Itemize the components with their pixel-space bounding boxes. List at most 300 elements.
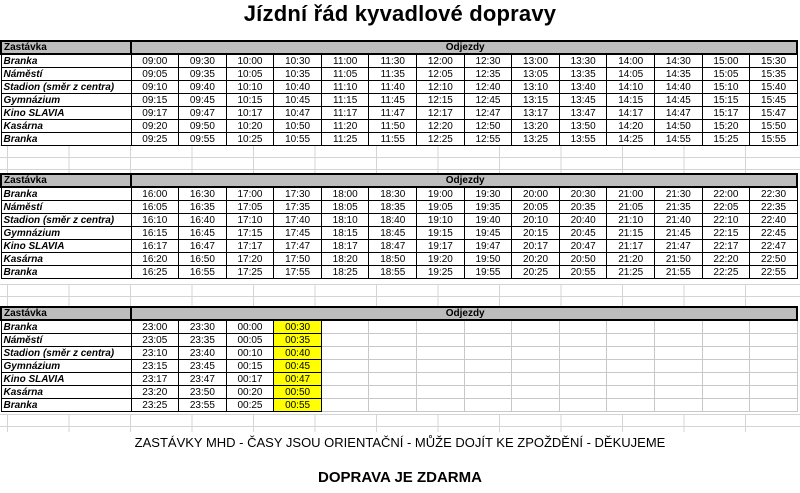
departure-time-cell: 00:55	[274, 399, 322, 412]
empty-cell	[369, 399, 417, 412]
table-row	[1, 399, 797, 412]
empty-cell	[417, 360, 465, 373]
departure-time-cell: 23:10	[131, 347, 179, 360]
departure-time-cell: 10:50	[274, 120, 322, 133]
departure-time-cell: 11:40	[369, 81, 417, 94]
departure-time-cell: 16:55	[179, 266, 227, 279]
stop-column-header: Zastávka	[1, 41, 131, 54]
departure-time-cell: 11:45	[369, 94, 417, 107]
departure-time-cell: 20:10	[512, 214, 560, 227]
departure-time-cell: 16:05	[131, 201, 179, 214]
departure-time-cell: 16:35	[179, 201, 227, 214]
sheet-grid-gap	[0, 284, 800, 306]
departure-time-cell: 18:47	[369, 240, 417, 253]
empty-cell	[512, 373, 560, 386]
table-row	[1, 347, 797, 360]
empty-cell	[607, 347, 655, 360]
departure-time-cell: 19:30	[464, 187, 512, 201]
departure-time-cell: 23:30	[179, 320, 227, 334]
empty-cell	[559, 347, 607, 360]
departure-time-cell: 17:47	[274, 240, 322, 253]
departure-time-cell: 19:45	[464, 227, 512, 240]
departure-time-cell: 15:35	[750, 68, 798, 81]
departure-time-cell: 23:00	[131, 320, 179, 334]
departure-time-cell: 16:17	[131, 240, 179, 253]
departure-time-cell: 15:30	[750, 54, 798, 68]
departure-time-cell: 18:50	[369, 253, 417, 266]
departure-time-cell: 09:05	[131, 68, 179, 81]
stop-name-cell: Stadion (směr z centra)	[1, 81, 131, 94]
departure-time-cell: 00:15	[226, 360, 274, 373]
empty-cell	[607, 399, 655, 412]
departure-time-cell: 17:30	[274, 187, 322, 201]
departure-time-cell: 16:45	[179, 227, 227, 240]
stop-name-cell: Branka	[1, 320, 131, 334]
departure-time-cell: 13:25	[512, 133, 560, 146]
departure-time-cell: 17:40	[274, 214, 322, 227]
departure-time-cell: 22:00	[702, 187, 750, 201]
departure-time-cell: 11:25	[321, 133, 369, 146]
departure-time-cell: 16:50	[179, 253, 227, 266]
departure-time-cell: 16:30	[179, 187, 227, 201]
departure-time-cell: 14:00	[607, 54, 655, 68]
empty-cell	[559, 399, 607, 412]
departure-time-cell: 23:45	[179, 360, 227, 373]
departure-time-cell: 10:47	[274, 107, 322, 120]
empty-cell	[417, 334, 465, 347]
departure-time-cell: 15:40	[750, 81, 798, 94]
departure-time-cell: 12:05	[417, 68, 465, 81]
departure-time-cell: 00:30	[274, 320, 322, 334]
departure-time-cell: 12:40	[464, 81, 512, 94]
departure-time-cell: 14:47	[655, 107, 703, 120]
empty-cell	[369, 334, 417, 347]
departure-time-cell: 21:35	[655, 201, 703, 214]
departure-time-cell: 20:30	[559, 187, 607, 201]
empty-cell	[559, 386, 607, 399]
stop-name-cell: Náměstí	[1, 68, 131, 81]
table-row	[1, 386, 797, 399]
departure-time-cell: 13:05	[512, 68, 560, 81]
departure-time-cell: 00:47	[274, 373, 322, 386]
empty-cell	[750, 373, 798, 386]
empty-cell	[369, 386, 417, 399]
departure-time-cell: 21:47	[655, 240, 703, 253]
table-row	[1, 266, 797, 279]
empty-cell	[464, 334, 512, 347]
empty-cell	[321, 399, 369, 412]
departure-time-cell: 13:50	[559, 120, 607, 133]
empty-cell	[655, 360, 703, 373]
empty-cell	[464, 386, 512, 399]
stop-name-cell: Branka	[1, 399, 131, 412]
departure-time-cell: 21:20	[607, 253, 655, 266]
departure-time-cell: 19:15	[417, 227, 465, 240]
empty-cell	[321, 334, 369, 347]
departure-time-cell: 14:40	[655, 81, 703, 94]
departure-time-cell: 11:35	[369, 68, 417, 81]
departure-time-cell: 18:45	[369, 227, 417, 240]
departure-time-cell: 14:05	[607, 68, 655, 81]
departure-time-cell: 22:25	[702, 266, 750, 279]
empty-cell	[512, 360, 560, 373]
departure-time-cell: 22:45	[750, 227, 798, 240]
departure-time-cell: 14:55	[655, 133, 703, 146]
departure-time-cell: 15:25	[702, 133, 750, 146]
empty-cell	[750, 360, 798, 373]
departure-time-cell: 13:20	[512, 120, 560, 133]
departure-time-cell: 18:25	[321, 266, 369, 279]
departure-time-cell: 14:45	[655, 94, 703, 107]
table-row	[1, 94, 797, 107]
departure-time-cell: 18:55	[369, 266, 417, 279]
departure-time-cell: 20:55	[559, 266, 607, 279]
departure-time-cell: 19:40	[464, 214, 512, 227]
departure-time-cell: 12:15	[417, 94, 465, 107]
departure-time-cell: 00:50	[274, 386, 322, 399]
stop-column-header: Zastávka	[1, 307, 131, 320]
departure-time-cell: 12:00	[417, 54, 465, 68]
departure-time-cell: 10:35	[274, 68, 322, 81]
departure-time-cell: 21:30	[655, 187, 703, 201]
stop-name-cell: Náměstí	[1, 334, 131, 347]
table-row	[1, 81, 797, 94]
empty-cell	[417, 386, 465, 399]
departure-time-cell: 23:05	[131, 334, 179, 347]
departure-time-cell: 19:25	[417, 266, 465, 279]
stop-name-cell: Gymnázium	[1, 94, 131, 107]
departure-time-cell: 22:35	[750, 201, 798, 214]
departure-time-cell: 10:55	[274, 133, 322, 146]
departure-time-cell: 20:15	[512, 227, 560, 240]
departure-time-cell: 15:47	[750, 107, 798, 120]
departure-time-cell: 19:50	[464, 253, 512, 266]
timetable-block-morning	[0, 40, 798, 146]
departure-time-cell: 21:10	[607, 214, 655, 227]
departures-header: Odjezdy	[131, 41, 797, 54]
departure-time-cell: 20:40	[559, 214, 607, 227]
table-row	[1, 240, 797, 253]
departure-time-cell: 23:25	[131, 399, 179, 412]
departure-time-cell: 00:10	[226, 347, 274, 360]
departure-time-cell: 17:10	[226, 214, 274, 227]
departure-time-cell: 11:05	[321, 68, 369, 81]
departure-time-cell: 11:30	[369, 54, 417, 68]
empty-cell	[321, 386, 369, 399]
empty-cell	[512, 334, 560, 347]
departure-time-cell: 13:15	[512, 94, 560, 107]
empty-cell	[464, 399, 512, 412]
timetable-block-evening	[0, 173, 798, 279]
empty-cell	[464, 320, 512, 334]
departure-time-cell: 10:40	[274, 81, 322, 94]
empty-cell	[321, 360, 369, 373]
departure-time-cell: 15:15	[702, 94, 750, 107]
stop-name-cell: Kasárna	[1, 120, 131, 133]
table-header-row	[1, 307, 797, 320]
page-title: Jízdní řád kyvadlové dopravy	[243, 1, 557, 26]
departure-time-cell: 11:17	[321, 107, 369, 120]
departure-time-cell: 22:30	[750, 187, 798, 201]
empty-cell	[559, 320, 607, 334]
departure-time-cell: 15:20	[702, 120, 750, 133]
departure-time-cell: 16:10	[131, 214, 179, 227]
departure-time-cell: 20:25	[512, 266, 560, 279]
table-row	[1, 107, 797, 120]
departure-time-cell: 20:45	[559, 227, 607, 240]
departure-time-cell: 11:15	[321, 94, 369, 107]
departure-time-cell: 18:10	[321, 214, 369, 227]
empty-cell	[369, 320, 417, 334]
departure-time-cell: 23:50	[179, 386, 227, 399]
departure-time-cell: 13:17	[512, 107, 560, 120]
empty-cell	[655, 347, 703, 360]
departure-time-cell: 17:35	[274, 201, 322, 214]
empty-cell	[702, 334, 750, 347]
empty-cell	[702, 360, 750, 373]
departure-time-cell: 20:17	[512, 240, 560, 253]
empty-cell	[655, 386, 703, 399]
departure-time-cell: 16:20	[131, 253, 179, 266]
departure-time-cell: 10:20	[226, 120, 274, 133]
departure-time-cell: 16:15	[131, 227, 179, 240]
table-row	[1, 334, 797, 347]
departure-time-cell: 00:40	[274, 347, 322, 360]
departure-time-cell: 15:50	[750, 120, 798, 133]
empty-cell	[512, 347, 560, 360]
departure-time-cell: 09:50	[179, 120, 227, 133]
empty-cell	[607, 386, 655, 399]
departure-time-cell: 11:50	[369, 120, 417, 133]
departure-time-cell: 09:45	[179, 94, 227, 107]
empty-cell	[607, 360, 655, 373]
departure-time-cell: 14:20	[607, 120, 655, 133]
empty-cell	[607, 320, 655, 334]
stop-name-cell: Branka	[1, 187, 131, 201]
departure-time-cell: 14:17	[607, 107, 655, 120]
departure-time-cell: 12:10	[417, 81, 465, 94]
table-row	[1, 68, 797, 81]
departure-time-cell: 09:30	[179, 54, 227, 68]
departure-time-cell: 23:17	[131, 373, 179, 386]
stop-name-cell: Gymnázium	[1, 360, 131, 373]
departure-time-cell: 09:55	[179, 133, 227, 146]
departure-time-cell: 22:15	[702, 227, 750, 240]
departure-time-cell: 13:10	[512, 81, 560, 94]
empty-cell	[559, 360, 607, 373]
departure-time-cell: 14:35	[655, 68, 703, 81]
departure-time-cell: 23:40	[179, 347, 227, 360]
departure-time-cell: 15:17	[702, 107, 750, 120]
departure-time-cell: 13:45	[559, 94, 607, 107]
departure-time-cell: 13:55	[559, 133, 607, 146]
departure-time-cell: 09:47	[179, 107, 227, 120]
empty-cell	[369, 373, 417, 386]
stop-name-cell: Kino SLAVIA	[1, 107, 131, 120]
departure-time-cell: 18:30	[369, 187, 417, 201]
empty-cell	[702, 347, 750, 360]
departure-time-cell: 12:20	[417, 120, 465, 133]
table-row	[1, 320, 797, 334]
empty-cell	[702, 399, 750, 412]
departure-time-cell: 00:17	[226, 373, 274, 386]
stop-name-cell: Kino SLAVIA	[1, 373, 131, 386]
empty-cell	[369, 347, 417, 360]
table-header-row	[1, 174, 797, 187]
departure-time-cell: 17:45	[274, 227, 322, 240]
departure-time-cell: 09:17	[131, 107, 179, 120]
departure-time-cell: 00:35	[274, 334, 322, 347]
departure-time-cell: 10:00	[226, 54, 274, 68]
departure-time-cell: 17:55	[274, 266, 322, 279]
departure-time-cell: 18:35	[369, 201, 417, 214]
departure-time-cell: 11:47	[369, 107, 417, 120]
departure-time-cell: 21:05	[607, 201, 655, 214]
departure-time-cell: 10:25	[226, 133, 274, 146]
departure-time-cell: 14:25	[607, 133, 655, 146]
departure-time-cell: 19:35	[464, 201, 512, 214]
departure-time-cell: 09:25	[131, 133, 179, 146]
departure-time-cell: 11:00	[321, 54, 369, 68]
departure-time-cell: 10:15	[226, 94, 274, 107]
footer-free-transport: DOPRAVA JE ZDARMA	[318, 469, 482, 486]
departure-time-cell: 18:05	[321, 201, 369, 214]
empty-cell	[321, 373, 369, 386]
departure-time-cell: 22:10	[702, 214, 750, 227]
table-row	[1, 120, 797, 133]
departure-time-cell: 15:00	[702, 54, 750, 68]
departure-time-cell: 12:35	[464, 68, 512, 81]
empty-cell	[607, 373, 655, 386]
timetable-block-night	[0, 306, 798, 412]
departure-time-cell: 19:17	[417, 240, 465, 253]
departure-time-cell: 11:10	[321, 81, 369, 94]
departure-time-cell: 10:17	[226, 107, 274, 120]
stop-name-cell: Kino SLAVIA	[1, 240, 131, 253]
departure-time-cell: 00:20	[226, 386, 274, 399]
stop-name-cell: Gymnázium	[1, 227, 131, 240]
departure-time-cell: 19:10	[417, 214, 465, 227]
departure-time-cell: 17:15	[226, 227, 274, 240]
departure-time-cell: 09:10	[131, 81, 179, 94]
departure-time-cell: 23:20	[131, 386, 179, 399]
empty-cell	[655, 399, 703, 412]
departure-time-cell: 23:47	[179, 373, 227, 386]
empty-cell	[369, 360, 417, 373]
departure-time-cell: 23:35	[179, 334, 227, 347]
stop-name-cell: Kasárna	[1, 253, 131, 266]
departure-time-cell: 00:05	[226, 334, 274, 347]
departure-time-cell: 14:15	[607, 94, 655, 107]
departure-time-cell: 09:15	[131, 94, 179, 107]
departure-time-cell: 13:00	[512, 54, 560, 68]
departure-time-cell: 22:40	[750, 214, 798, 227]
departure-time-cell: 22:05	[702, 201, 750, 214]
departure-time-cell: 17:17	[226, 240, 274, 253]
departure-time-cell: 21:55	[655, 266, 703, 279]
departure-time-cell: 20:35	[559, 201, 607, 214]
departure-time-cell: 20:47	[559, 240, 607, 253]
departure-time-cell: 21:25	[607, 266, 655, 279]
departure-time-cell: 17:05	[226, 201, 274, 214]
empty-cell	[750, 399, 798, 412]
departure-time-cell: 10:45	[274, 94, 322, 107]
departure-time-cell: 23:15	[131, 360, 179, 373]
stop-column-header: Zastávka	[1, 174, 131, 187]
empty-cell	[512, 399, 560, 412]
departure-time-cell: 21:15	[607, 227, 655, 240]
departure-time-cell: 14:30	[655, 54, 703, 68]
departure-time-cell: 21:00	[607, 187, 655, 201]
departure-time-cell: 19:55	[464, 266, 512, 279]
departure-time-cell: 13:35	[559, 68, 607, 81]
departure-time-cell: 15:55	[750, 133, 798, 146]
empty-cell	[321, 347, 369, 360]
departure-time-cell: 13:30	[559, 54, 607, 68]
stop-name-cell: Branka	[1, 133, 131, 146]
empty-cell	[417, 320, 465, 334]
departure-time-cell: 22:47	[750, 240, 798, 253]
departure-time-cell: 17:20	[226, 253, 274, 266]
departure-time-cell: 11:20	[321, 120, 369, 133]
stop-name-cell: Náměstí	[1, 201, 131, 214]
table-row	[1, 133, 797, 146]
departure-time-cell: 17:00	[226, 187, 274, 201]
departure-time-cell: 19:47	[464, 240, 512, 253]
departure-time-cell: 19:00	[417, 187, 465, 201]
departure-time-cell: 16:47	[179, 240, 227, 253]
empty-cell	[750, 386, 798, 399]
table-row	[1, 214, 797, 227]
empty-cell	[559, 334, 607, 347]
empty-cell	[702, 320, 750, 334]
empty-cell	[464, 360, 512, 373]
departure-time-cell: 13:40	[559, 81, 607, 94]
sheet-grid-gap	[0, 414, 800, 432]
departure-time-cell: 20:00	[512, 187, 560, 201]
empty-cell	[464, 373, 512, 386]
departure-time-cell: 20:20	[512, 253, 560, 266]
departure-time-cell: 09:40	[179, 81, 227, 94]
departure-time-cell: 21:17	[607, 240, 655, 253]
table-row	[1, 187, 797, 201]
empty-cell	[750, 347, 798, 360]
departure-time-cell: 12:47	[464, 107, 512, 120]
departures-header: Odjezdy	[131, 174, 797, 187]
departure-time-cell: 22:55	[750, 266, 798, 279]
footer-note: ZASTÁVKY MHD - ČASY JSOU ORIENTAČNÍ - MŮŽE DOJÍT KE ZPOŽDĚNÍ - DĚKUJEME	[134, 435, 666, 450]
empty-cell	[417, 399, 465, 412]
departure-time-cell: 12:45	[464, 94, 512, 107]
table-row	[1, 54, 797, 68]
empty-cell	[417, 347, 465, 360]
empty-cell	[321, 320, 369, 334]
departure-time-cell: 09:20	[131, 120, 179, 133]
stop-name-cell: Branka	[1, 266, 131, 279]
table-header-row	[1, 41, 797, 54]
departure-time-cell: 16:00	[131, 187, 179, 201]
departure-time-cell: 22:20	[702, 253, 750, 266]
empty-cell	[512, 320, 560, 334]
empty-cell	[559, 373, 607, 386]
table-row	[1, 253, 797, 266]
empty-cell	[512, 386, 560, 399]
table-row	[1, 227, 797, 240]
departure-time-cell: 13:47	[559, 107, 607, 120]
departure-time-cell: 09:35	[179, 68, 227, 81]
stop-name-cell: Kasárna	[1, 386, 131, 399]
departure-time-cell: 15:10	[702, 81, 750, 94]
